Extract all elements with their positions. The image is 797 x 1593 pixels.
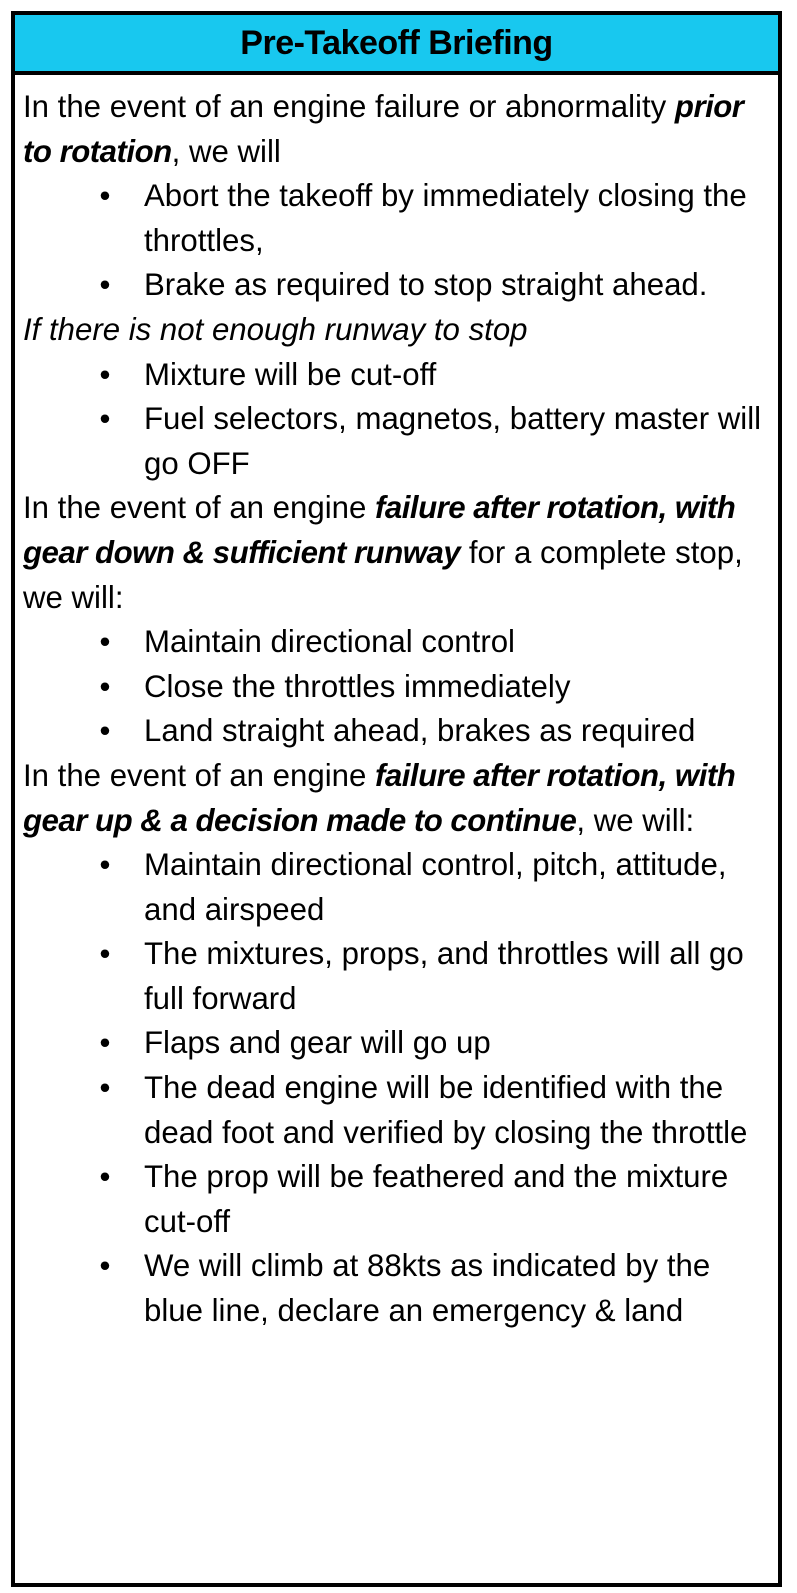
- list-item: [23, 174, 770, 263]
- briefing-title: Pre-Takeoff Briefing: [15, 15, 778, 75]
- list-item-text: Flaps and gear will go up: [144, 1025, 491, 1061]
- section-4-emphasis: failure after rotation, with gear up & a decision made to continue: [23, 757, 736, 838]
- bullet-icon: •: [99, 401, 111, 437]
- list-item: [23, 932, 770, 1021]
- section-4-text-post: , we will:: [576, 802, 695, 838]
- list-item-text: Abort the takeoff by immediately closing the throttles,: [144, 178, 747, 258]
- section-3-list: [23, 620, 770, 754]
- list-item-text: Land straight ahead, brakes as required: [144, 713, 696, 749]
- section-1-text-pre: In the event of an engine failure or abnormality: [23, 89, 675, 124]
- list-item-text: Fuel selectors, magnetos, battery master will go OFF: [144, 401, 762, 481]
- bullet-icon: •: [99, 267, 111, 303]
- section-1-emphasis: prior to rotation: [23, 89, 744, 169]
- list-item-text: We will climb at 88kts as indicated by the blue line, declare an emergency & land: [144, 1248, 711, 1329]
- list-item-text: Close the throttles immediately: [144, 668, 571, 704]
- bullet-icon: •: [99, 668, 111, 704]
- section-3-text-post: for a complete stop, we will:: [23, 534, 743, 615]
- bullet-icon: •: [99, 936, 111, 972]
- bullet-icon: •: [99, 1070, 111, 1106]
- bullet-icon: •: [99, 713, 111, 749]
- list-item: [23, 1244, 770, 1333]
- list-item: [23, 1021, 770, 1066]
- list-item: [23, 709, 770, 754]
- list-item: [23, 263, 770, 308]
- bullet-icon: •: [99, 356, 111, 392]
- briefing-card: [11, 11, 782, 1587]
- list-item-text: Maintain directional control: [144, 624, 515, 660]
- section-4-text-pre: In the event of an engine: [23, 757, 376, 793]
- list-item-text: The mixtures, props, and throttles will all go full forward: [144, 936, 744, 1016]
- list-item-text: The prop will be feathered and the mixture cut-off: [144, 1159, 729, 1239]
- list-item: [23, 620, 770, 665]
- section-4-intro: [23, 754, 770, 843]
- section-2-list: [23, 353, 770, 487]
- list-item: [23, 1066, 770, 1155]
- list-item: [23, 1155, 770, 1244]
- list-item: [23, 353, 770, 398]
- section-3-intro: [23, 486, 770, 620]
- section-4-list: [23, 843, 770, 1334]
- list-item: [23, 665, 770, 710]
- section-1-intro: [23, 85, 770, 174]
- bullet-icon: •: [99, 178, 111, 214]
- bullet-icon: •: [99, 624, 111, 660]
- list-item-text: Brake as required to stop straight ahead.: [144, 267, 708, 303]
- section-1-text-post: , we will: [171, 133, 281, 169]
- briefing-content: [15, 75, 778, 1334]
- section-3-text-pre: In the event of an engine: [23, 490, 376, 526]
- bullet-icon: •: [99, 847, 111, 883]
- list-item-text: Mixture will be cut-off: [144, 356, 437, 392]
- bullet-icon: •: [99, 1159, 111, 1195]
- bullet-icon: •: [99, 1025, 111, 1061]
- section-1-list: [23, 174, 770, 308]
- section-3-emphasis: failure after rotation, with gear down & sufficient runway: [23, 490, 736, 570]
- list-item: [23, 397, 770, 486]
- section-2-heading: If there is not enough runway to stop: [23, 311, 528, 347]
- bullet-icon: •: [99, 1248, 111, 1284]
- list-item: [23, 843, 770, 932]
- list-item-text: Maintain directional control, pitch, attitude, and airspeed: [144, 847, 727, 927]
- list-item-text: The dead engine will be identified with the dead foot and verified by closing the throttle: [144, 1070, 748, 1150]
